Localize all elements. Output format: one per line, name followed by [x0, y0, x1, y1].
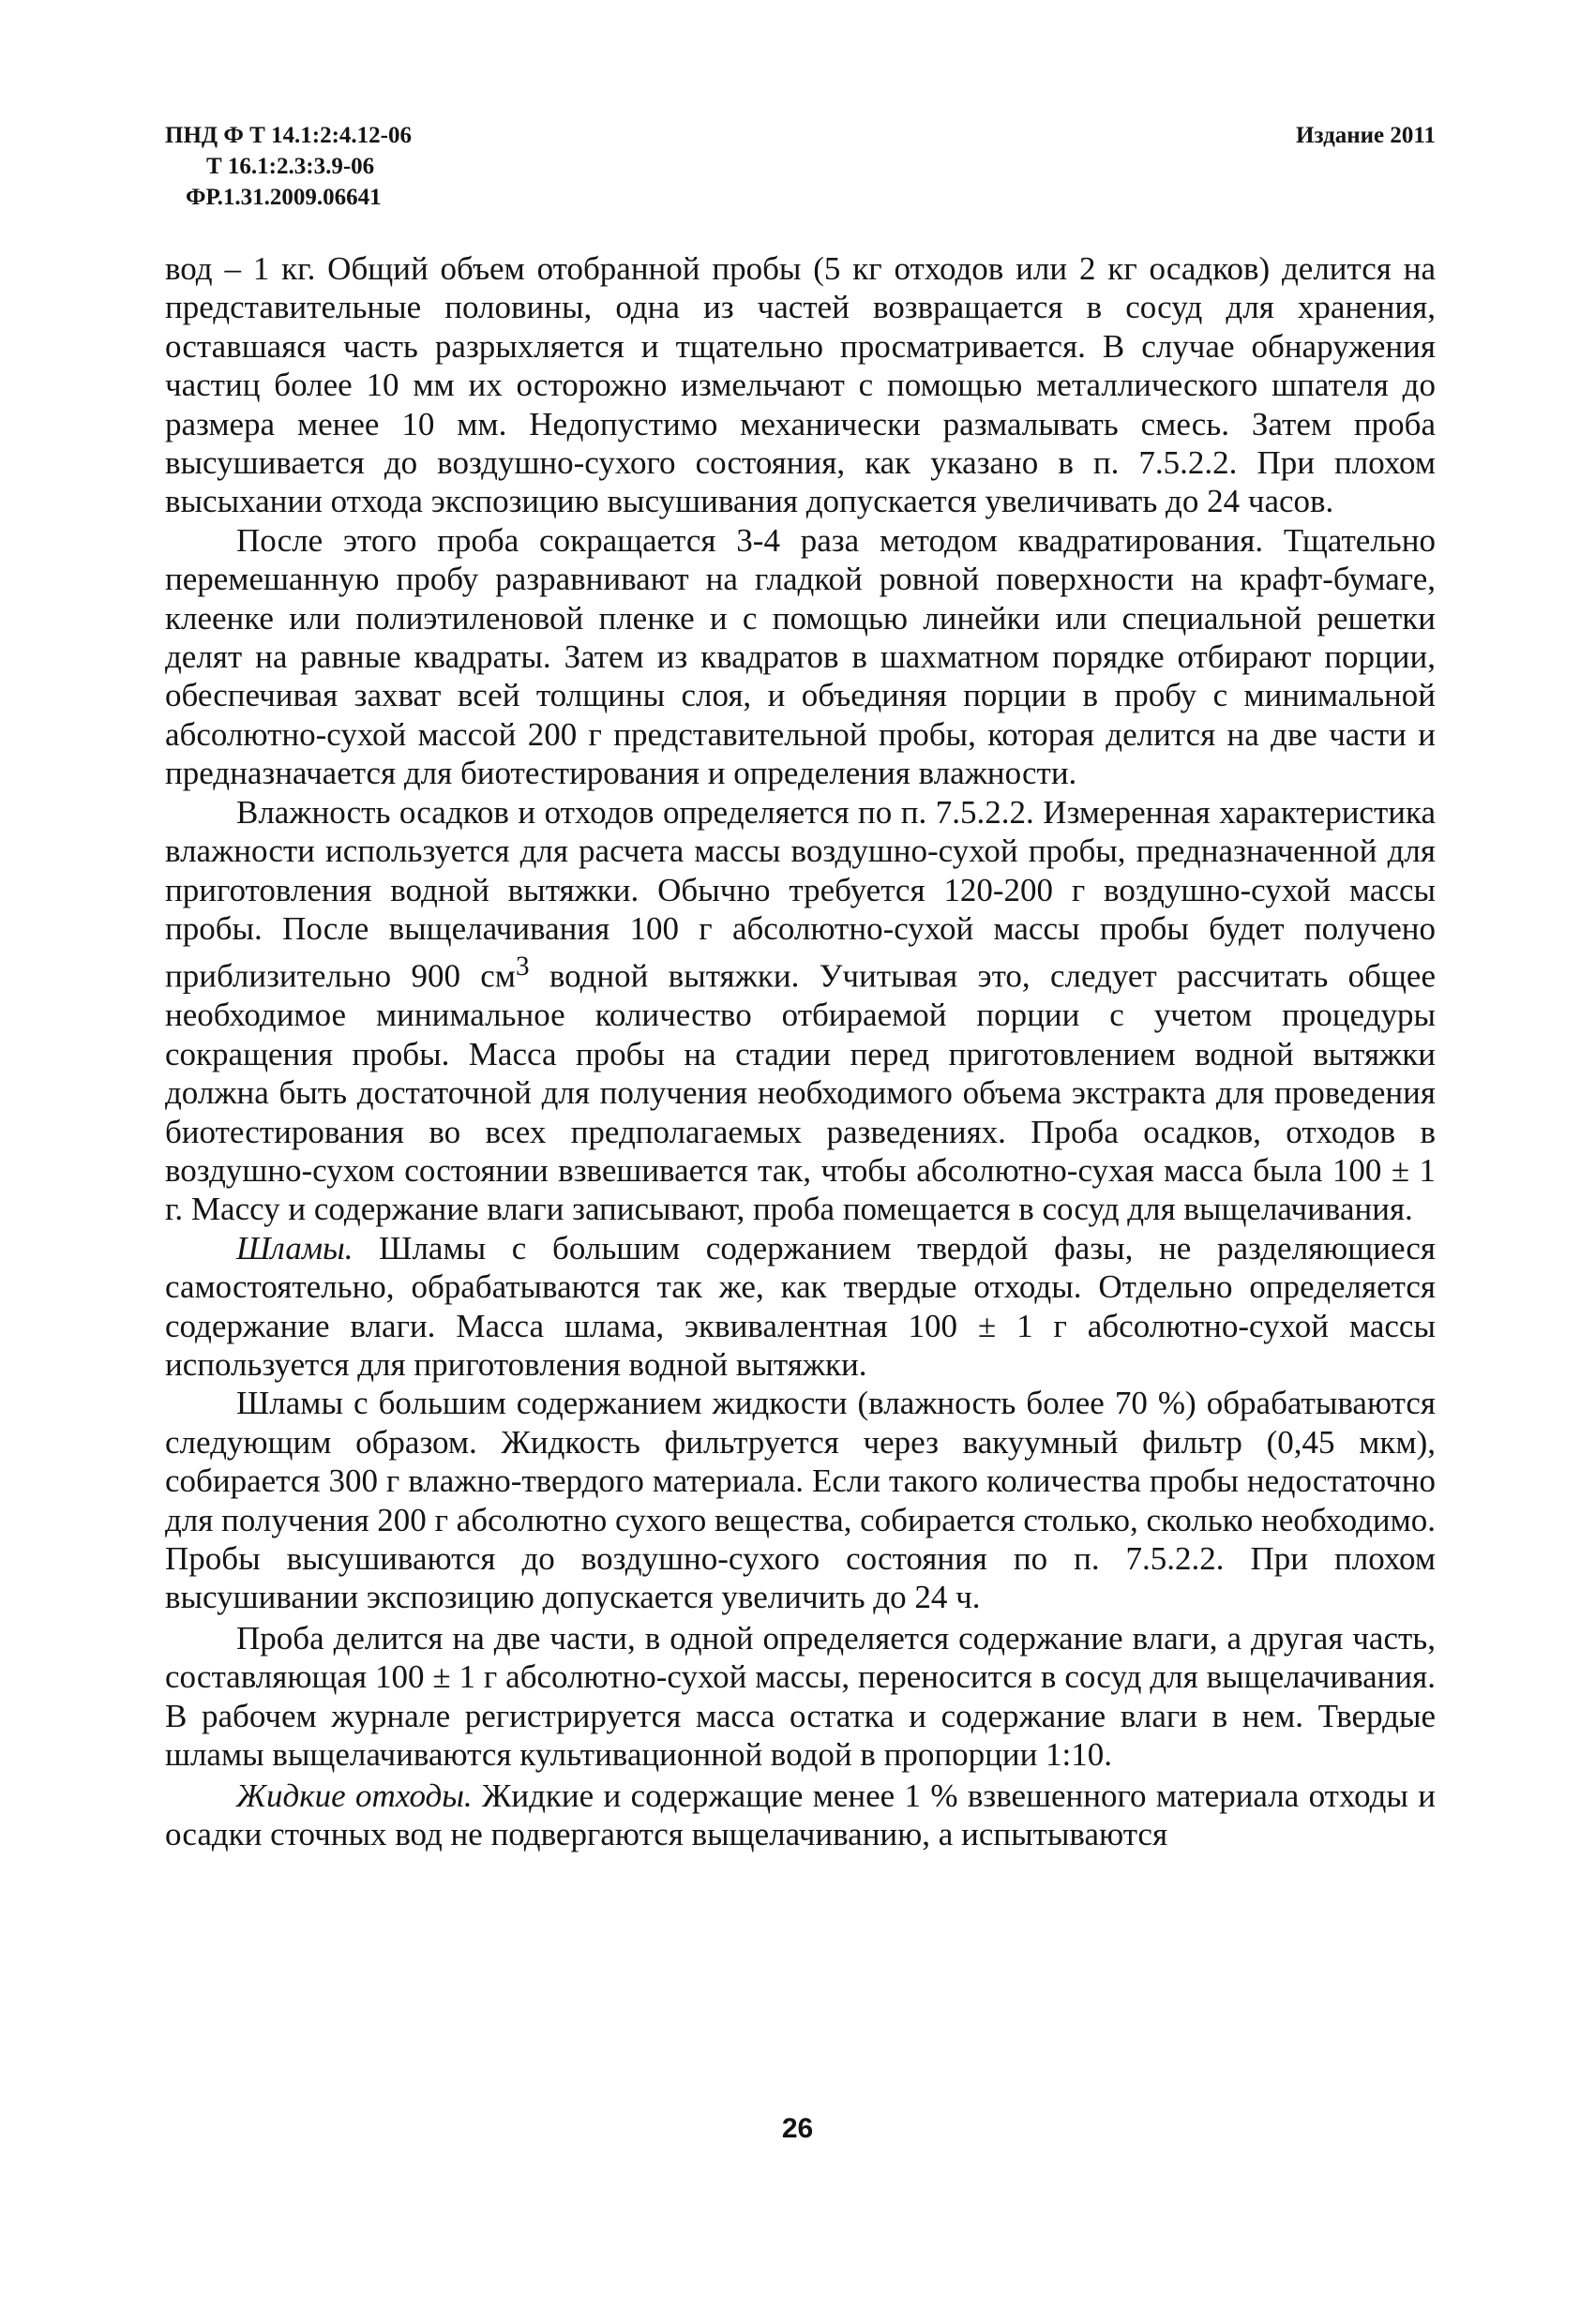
page-header [165, 120, 1436, 223]
edition-label: Издание 2011 [1296, 123, 1436, 148]
paragraph-sample-split: Проба делится на две части, в одной определяется содержание влаги, а другая часть, составляющая 100 ± 1 г абсолютно-сухой массы, переносится в сосуд для выщелачивания. В рабочем журнале регистрируется масса остатка и содержание влаги в нем. Твердые шламы выщелачиваются культивационной водой в пропорции 1:10. [165, 1619, 1436, 1774]
document-code-line-3: ФР.1.31.2009.06641 [186, 185, 382, 210]
paragraph-liquid-waste-text: Жидкие и содержащие менее 1 % взвешенного материала отходы и осадки сточных вод не подвергаются выщелачиванию, а испытываются [165, 1777, 1436, 1852]
term-sludges: Шламы. [236, 1229, 354, 1267]
paragraph-moisture-text-b: водной вытяжки. Учитывая это, следует рассчитать общее необходимое минимальное количество отбираемой порции с учетом процедуры сокращения пробы. Масса пробы на стадии перед приготовлением водной вытяжки должна быть достаточной для получения необходимого объема экстракта для проведения биотестирования во всех предполагаемых разведениях. Проба осадков, отходов в воздушно-сухом состоянии взвешивается так, чтобы абсолютно-сухая масса была 100 ± 1 г. Массу и содержание влаги записывают, проба помещается в сосуд для выщелачивания. [165, 957, 1436, 1228]
paragraph-liquid-waste [165, 1777, 1436, 1854]
paragraph-continuation: вод – 1 кг. Общий объем отобранной пробы (5 кг отходов или 2 кг осадков) делится на представительные половины, одна из частей возвращается в сосуд для хранения, оставшаяся часть разрыхляется и тщательно просматривается. В случае обнаружения частиц более 10 мм их осторожно измельчают с помощью металлического шпателя до размера менее 10 мм. Недопустимо механически размалывать смесь. Затем проба высушивается до воздушно-сухого состояния, как указано в п. 7.5.2.2. При плохом высыхании отхода экспозицию высушивания допускается увеличивать до 24 часов. [165, 250, 1436, 520]
document-code-line-2: Т 16.1:2.3:3.9-06 [206, 154, 375, 179]
paragraph-sludges-text: Шламы с большим содержанием твердой фазы, не разделяющиеся самостоятельно, обрабатываются так же, как твердые отходы. Отдельно определяется содержание влаги. Масса шлама, эквивалентная 100 ± 1 г абсолютно-сухой массы используется для приготовления водной вытяжки. [165, 1229, 1436, 1384]
paragraph-sludges [165, 1229, 1436, 1385]
paragraph-moisture [165, 793, 1436, 1229]
document-code-block [165, 120, 412, 213]
paragraph-quartering: После этого проба сокращается 3-4 раза методом квадратирования. Тщательно перемешанную пробу разравнивают на гладкой ровной поверхности на крафт-бумаге, клеенке или полиэтиленовой пленке и с помощью линейки или специальной решетки делят на равные квадраты. Затем из квадратов в шахматном порядке отбирают порции, обеспечивая захват всей толщины слоя, и объединяя порции в пробу с минимальной абсолютно-сухой массой 200 г представительной пробы, которая делится на две части и предназначается для биотестирования и определения влажности. [165, 521, 1436, 792]
document-code-line-1: ПНД Ф Т 14.1:2:4.12-06 [165, 123, 412, 148]
term-liquid-waste: Жидкие отходы. [236, 1777, 473, 1814]
superscript-cubic: 3 [515, 952, 530, 982]
paragraph-liquid-sludges: Шламы с большим содержанием жидкости (влажность более 70 %) обрабатываются следующим образом. Жидкость фильтруется через вакуумный фильтр (0,45 мкм), собирается 300 г влажно-твердого материала. Если такого количества пробы недостаточно для получения 200 г абсолютно сухого вещества, собирается столько, сколько необходимо. Пробы высушиваются до воздушно-сухого состояния по п. 7.5.2.2. При плохом высушивании экспозицию допускается увеличить до 24 ч. [165, 1385, 1436, 1616]
page-body [165, 249, 1436, 1853]
paragraph-moisture-text-a: Влажность осадков и отходов определяется по п. 7.5.2.2. Измеренная характеристика влажности используется для расчета массы воздушно-сухой пробы, предназначенной для приготовления водной вытяжки. Обычно требуется 120-200 г воздушно-сухой массы пробы. После выщелачивания 100 г абсолютно-сухой массы пробы будет получено приблизительно 900 см [165, 793, 1436, 995]
page-number: 26 [781, 2113, 814, 2144]
